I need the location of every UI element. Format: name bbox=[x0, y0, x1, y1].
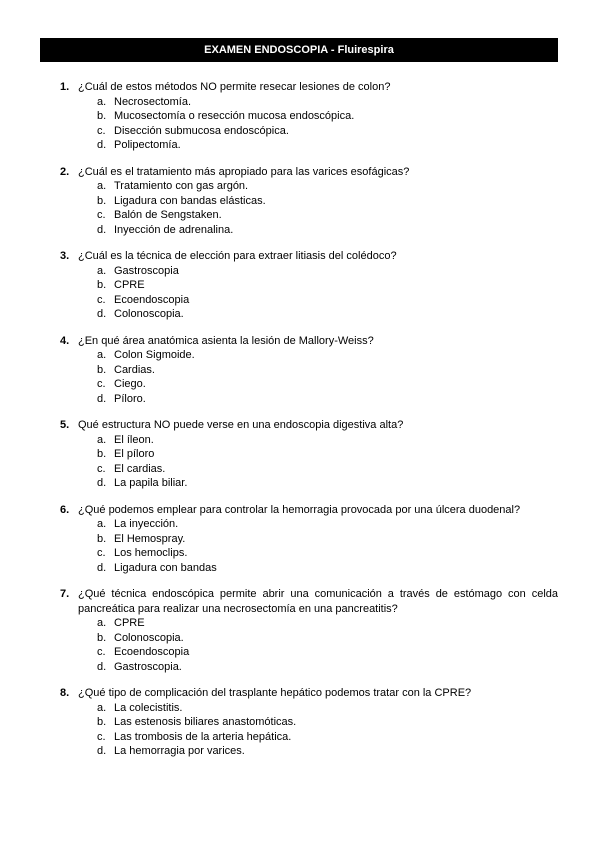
answer-option bbox=[0, 546, 600, 561]
question-number: 5. bbox=[60, 419, 70, 431]
answer-option bbox=[0, 179, 600, 194]
answer-option bbox=[0, 124, 600, 139]
option-text: Ligadura con bandas elásticas. bbox=[114, 194, 266, 207]
answer-option bbox=[0, 715, 600, 730]
option-letter: a. bbox=[97, 95, 107, 108]
answer-option bbox=[0, 730, 600, 745]
answer-option bbox=[0, 392, 600, 407]
option-text: Balón de Sengstaken. bbox=[114, 209, 222, 221]
option-letter: a. bbox=[97, 617, 107, 629]
option-text: La hemorragia por varices. bbox=[114, 745, 245, 757]
question-number: 3. bbox=[60, 250, 70, 262]
option-letter: a. bbox=[97, 701, 107, 714]
option-text: Ciego. bbox=[114, 378, 146, 390]
question-number: 2. bbox=[60, 165, 70, 178]
answer-option bbox=[0, 348, 600, 363]
option-text: Píloro. bbox=[114, 392, 146, 405]
option-text: Polipectomía. bbox=[114, 139, 181, 151]
option-letter: a. bbox=[97, 433, 107, 446]
question bbox=[0, 686, 600, 759]
exam-title: EXAMEN ENDOSCOPIA - Fluirespira bbox=[204, 44, 394, 56]
answer-options bbox=[0, 179, 600, 237]
answer-option bbox=[0, 561, 600, 576]
question bbox=[0, 334, 600, 407]
option-text: El Hemospray. bbox=[114, 532, 186, 545]
answer-options bbox=[0, 616, 600, 674]
question-text: Qué estructura NO puede verse en una endoscopia digestiva alta? bbox=[78, 419, 404, 431]
answer-option bbox=[0, 660, 600, 675]
option-text: Inyección de adrenalina. bbox=[114, 223, 234, 236]
option-letter: c. bbox=[97, 646, 106, 658]
option-text: El píloro bbox=[114, 448, 155, 460]
option-letter: c. bbox=[97, 547, 106, 559]
option-text: Tratamiento con gas argón. bbox=[114, 180, 249, 192]
answer-option bbox=[0, 194, 600, 209]
answer-option bbox=[0, 307, 600, 322]
option-letter: c. bbox=[97, 124, 106, 137]
option-letter: d. bbox=[97, 223, 107, 236]
option-text: La colecistitis. bbox=[114, 701, 183, 714]
answer-option bbox=[0, 616, 600, 631]
question bbox=[0, 165, 600, 238]
option-text: Los hemoclips. bbox=[114, 547, 188, 559]
question-text: ¿Cuál es el tratamiento más apropiado para las varices esofágicas? bbox=[78, 165, 410, 178]
option-letter: c. bbox=[97, 730, 106, 743]
answer-option bbox=[0, 701, 600, 716]
option-letter: d. bbox=[97, 139, 107, 151]
question-number: 4. bbox=[60, 334, 70, 347]
answer-options bbox=[0, 264, 600, 322]
option-text: Colon Sigmoide. bbox=[114, 349, 195, 361]
answer-option bbox=[0, 532, 600, 547]
option-letter: d. bbox=[97, 477, 107, 489]
option-text: Mucosectomía o resección mucosa endoscópica. bbox=[114, 110, 355, 122]
option-text: Necrosectomía. bbox=[114, 95, 192, 108]
option-letter: b. bbox=[97, 279, 107, 291]
answer-option bbox=[0, 363, 600, 378]
option-letter: b. bbox=[97, 631, 107, 644]
option-letter: b. bbox=[97, 716, 107, 728]
option-letter: c. bbox=[97, 293, 106, 306]
option-letter: d. bbox=[97, 308, 107, 320]
option-letter: b. bbox=[97, 448, 107, 460]
option-text: Gastroscopia bbox=[114, 264, 179, 277]
option-text: Cardias. bbox=[114, 363, 155, 376]
question bbox=[0, 80, 600, 153]
answer-option bbox=[0, 447, 600, 462]
answer-option bbox=[0, 95, 600, 110]
option-letter: d. bbox=[97, 561, 107, 574]
answer-option bbox=[0, 223, 600, 238]
answer-options bbox=[0, 701, 600, 759]
option-letter: b. bbox=[97, 363, 107, 376]
option-text: Ligadura con bandas bbox=[114, 561, 217, 574]
option-text: Colonoscopia. bbox=[114, 631, 184, 644]
question-number: 8. bbox=[60, 687, 70, 699]
option-letter: c. bbox=[97, 462, 106, 475]
question bbox=[0, 249, 600, 322]
option-text: CPRE bbox=[114, 617, 145, 629]
option-text: Disección submucosa endoscópica. bbox=[114, 124, 289, 137]
option-text: La papila biliar. bbox=[114, 477, 188, 489]
option-text: El cardias. bbox=[114, 462, 166, 475]
question bbox=[0, 418, 600, 491]
option-text: El íleon. bbox=[114, 433, 154, 446]
answer-option bbox=[0, 744, 600, 759]
question bbox=[0, 503, 600, 576]
question-text: ¿Qué podemos emplear para controlar la hemorragia provocada por una úlcera duodenal? bbox=[78, 503, 521, 516]
option-text: Ecoendoscopia bbox=[114, 293, 190, 306]
option-letter: d. bbox=[97, 660, 107, 673]
question-text: ¿Cuál es la técnica de elección para extraer litiasis del colédoco? bbox=[78, 250, 397, 262]
answer-option bbox=[0, 645, 600, 660]
answer-options bbox=[0, 95, 600, 153]
answer-option bbox=[0, 462, 600, 477]
option-letter: a. bbox=[97, 349, 107, 361]
option-letter: a. bbox=[97, 264, 107, 277]
answer-option bbox=[0, 293, 600, 308]
exam-title-bar bbox=[40, 38, 558, 62]
answer-option bbox=[0, 377, 600, 392]
question-number: 7. bbox=[60, 588, 70, 600]
answer-options bbox=[0, 517, 600, 575]
question bbox=[0, 587, 600, 674]
answer-option bbox=[0, 476, 600, 491]
answer-option bbox=[0, 631, 600, 646]
option-text: Ecoendoscopia bbox=[114, 646, 190, 658]
answer-option bbox=[0, 517, 600, 532]
answer-option bbox=[0, 208, 600, 223]
question-list bbox=[0, 80, 600, 771]
answer-option bbox=[0, 109, 600, 124]
answer-option bbox=[0, 138, 600, 153]
option-letter: b. bbox=[97, 110, 107, 122]
question-number: 6. bbox=[60, 503, 70, 516]
option-text: La inyección. bbox=[114, 518, 179, 530]
option-letter: d. bbox=[97, 392, 107, 405]
question-text: ¿Qué tipo de complicación del trasplante hepático podemos tratar con la CPRE? bbox=[78, 687, 472, 699]
option-text: Las estenosis biliares anastomóticas. bbox=[114, 716, 297, 728]
answer-options bbox=[0, 433, 600, 491]
option-text: Colonoscopia. bbox=[114, 308, 184, 320]
option-letter: a. bbox=[97, 518, 107, 530]
question-number: 1. bbox=[60, 81, 70, 93]
option-letter: a. bbox=[97, 180, 107, 192]
answer-option bbox=[0, 264, 600, 279]
option-letter: c. bbox=[97, 378, 106, 390]
option-letter: d. bbox=[97, 745, 107, 757]
option-letter: b. bbox=[97, 532, 107, 545]
option-letter: b. bbox=[97, 194, 107, 207]
answer-options bbox=[0, 348, 600, 406]
answer-option bbox=[0, 433, 600, 448]
option-text: Las trombosis de la arteria hepática. bbox=[114, 730, 292, 743]
question-text: ¿En qué área anatómica asienta la lesión de Mallory-Weiss? bbox=[78, 334, 374, 347]
answer-option bbox=[0, 278, 600, 293]
option-text: CPRE bbox=[114, 279, 145, 291]
option-letter: c. bbox=[97, 209, 106, 221]
question-text: ¿Cuál de estos métodos NO permite resecar lesiones de colon? bbox=[78, 81, 391, 93]
option-text: Gastroscopia. bbox=[114, 660, 182, 673]
question-text: ¿Qué técnica endoscópica permite abrir una comunicación a través de estómago con celda pancreática para realizar una necrosectomía en una pancreatitis? bbox=[78, 588, 558, 615]
